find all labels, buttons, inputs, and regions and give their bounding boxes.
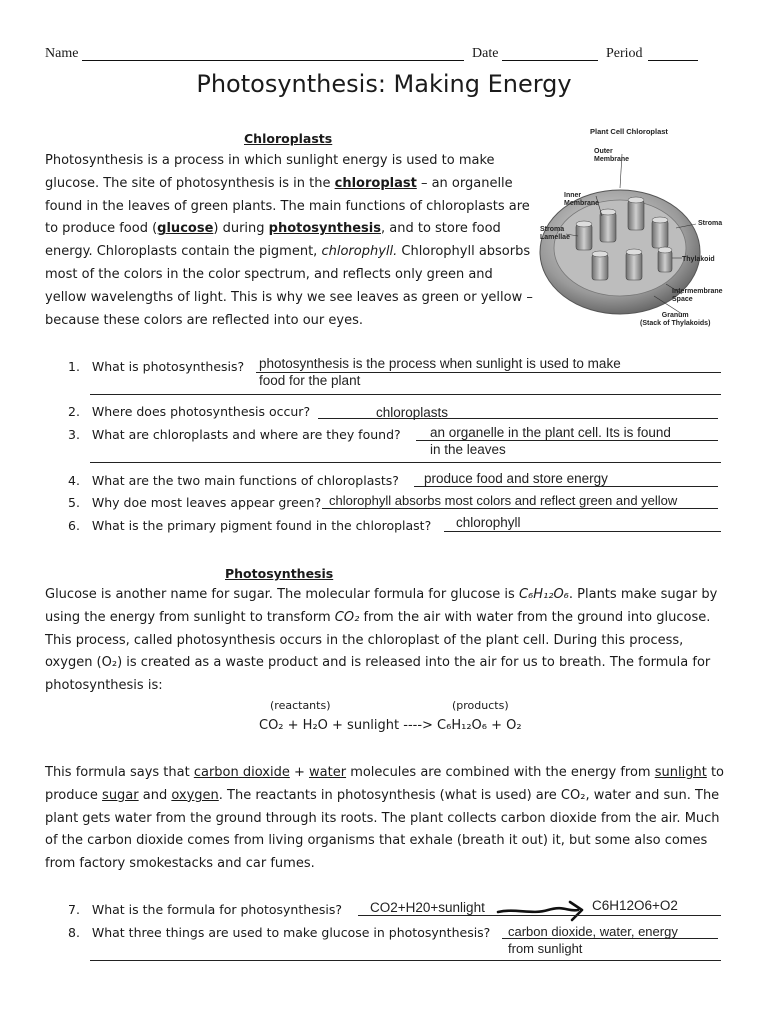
question-8: 8. What three things are used to make glucose in photosynthesis? bbox=[68, 925, 491, 940]
paragraph-line: most of the colors in the color spectrum, and reflects only green and bbox=[45, 266, 493, 282]
answer-6-underline bbox=[444, 531, 721, 532]
label-stroma: Stroma bbox=[698, 220, 723, 227]
photosynthesis-formula: CO₂ + H₂O + sunlight ----> C₆H₁₂O₆ + O₂ bbox=[259, 718, 522, 733]
question-6: 6. What is the primary pigment found in the chloroplast? bbox=[68, 518, 432, 533]
period-field[interactable] bbox=[648, 60, 698, 61]
label-inner-membrane: Inner Membrane bbox=[564, 192, 600, 207]
label-thylakoid: Thylakoid bbox=[682, 256, 715, 263]
paragraph-line: to produce food (glucose) during photosynthesis, and to store food bbox=[45, 221, 501, 237]
paragraph-line: yellow wavelengths of light. This is why we see leaves as green or yellow – bbox=[45, 289, 533, 305]
name-field[interactable] bbox=[82, 60, 464, 61]
answer-3-line-2[interactable]: in the leaves bbox=[430, 442, 506, 457]
hand-drawn-arrow-icon bbox=[496, 898, 588, 924]
answer-3-underline-2 bbox=[90, 462, 721, 463]
question-5: 5. Why doe most leaves appear green? bbox=[68, 495, 322, 510]
answer-8-underline bbox=[502, 938, 718, 939]
answer-3-line-1[interactable]: an organelle in the plant cell. Its is found bbox=[430, 425, 671, 440]
paragraph-line: photosynthesis is: bbox=[45, 678, 163, 694]
section-heading-photosynthesis: Photosynthesis bbox=[225, 566, 334, 581]
answer-1-line-1[interactable]: photosynthesis is the process when sunlight is used to make bbox=[259, 356, 621, 371]
date-field[interactable] bbox=[502, 60, 598, 61]
answer-1-line-2[interactable]: food for the plant bbox=[259, 373, 361, 388]
answer-8-line-1[interactable]: carbon dioxide, water, energy bbox=[508, 924, 678, 939]
answer-4[interactable]: produce food and store energy bbox=[424, 471, 608, 486]
question-2: 2. Where does photosynthesis occur? bbox=[68, 404, 311, 419]
answer-1-underline-2 bbox=[90, 394, 721, 395]
date-label: Date bbox=[472, 46, 499, 61]
diagram-title: Plant Cell Chloroplast bbox=[590, 127, 668, 136]
paragraph-line: Photosynthesis is a process in which sunlight energy is used to make bbox=[45, 153, 495, 168]
answer-7-reactants[interactable]: CO2+H20+sunlight bbox=[370, 900, 485, 915]
label-intermembrane-space: Intermembrane Space bbox=[672, 288, 723, 303]
photosynthesis-paragraph bbox=[45, 584, 745, 698]
page-title: Photosynthesis: Making Energy bbox=[196, 70, 572, 98]
chloroplast-diagram bbox=[536, 124, 726, 334]
label-granum: Granum (Stack of Thylakoids) bbox=[640, 312, 711, 327]
paragraph-line: of the carbon dioxide comes from living organisms that exhale (breath it out) it, but some also comes bbox=[45, 833, 708, 849]
label-outer-membrane: Outer Membrane bbox=[594, 148, 630, 163]
answer-8-underline-2 bbox=[90, 960, 721, 961]
paragraph-line: because these colors are reflected into our eyes. bbox=[45, 312, 363, 328]
question-4: 4. What are the two main functions of chloroplasts? bbox=[68, 473, 399, 488]
paragraph-line: This formula says that carbon dioxide + water molecules are combined with the energy from sunlight to bbox=[45, 765, 724, 780]
paragraph-line: using the energy from sunlight to transform CO₂ from the air with water from the ground into glucose. bbox=[45, 609, 711, 625]
answer-7-underline bbox=[358, 915, 721, 916]
paragraph-line: This process, called photosynthesis occurs in the chloroplast of the plant cell. During this process, bbox=[45, 632, 684, 648]
reactants-label: (reactants) bbox=[270, 699, 331, 712]
paragraph-line: produce sugar and oxygen. The reactants in photosynthesis (what is used) are CO₂, water and sun. The bbox=[45, 787, 720, 803]
answer-7-products[interactable]: C6H12O6+O2 bbox=[592, 898, 678, 913]
question-3: 3. What are chloroplasts and where are they found? bbox=[68, 427, 401, 442]
paragraph-line: plant gets water from the ground through its roots. The plant collects carbon dioxide from the air. Much bbox=[45, 810, 720, 826]
question-7: 7. What is the formula for photosynthesis? bbox=[68, 902, 342, 917]
chloroplasts-paragraph bbox=[45, 150, 535, 332]
answer-3-underline bbox=[416, 440, 718, 441]
products-label: (products) bbox=[452, 699, 509, 712]
answer-5-underline bbox=[322, 508, 718, 509]
name-label: Name bbox=[45, 46, 79, 61]
paragraph-line: oxygen (O₂) is created as a waste product and is released into the air for us to breath. The formula for bbox=[45, 655, 711, 671]
label-stroma-lamellae: Stroma Lamellae bbox=[540, 226, 570, 241]
section-heading-chloroplasts: Chloroplasts bbox=[244, 131, 333, 146]
answer-2[interactable]: chloroplasts bbox=[376, 405, 449, 420]
answer-5[interactable]: chlorophyll absorbs most colors and reflect green and yellow bbox=[329, 493, 678, 508]
answer-2-underline bbox=[318, 418, 718, 419]
answer-4-underline bbox=[414, 486, 718, 487]
paragraph-line: glucose. The site of photosynthesis is in the chloroplast – an organelle bbox=[45, 175, 513, 191]
paragraph-line: found in the leaves of green plants. The main functions of chloroplasts are bbox=[45, 198, 530, 214]
paragraph-line: from factory smokestacks and car fumes. bbox=[45, 856, 315, 872]
period-label: Period bbox=[606, 46, 643, 61]
formula-explanation-paragraph bbox=[45, 762, 745, 876]
paragraph-line: Glucose is another name for sugar. The molecular formula for glucose is C₆H₁₂O₆. Plants make sugar by bbox=[45, 587, 718, 602]
answer-8-line-2[interactable]: from sunlight bbox=[508, 941, 583, 956]
answer-6[interactable]: chlorophyll bbox=[456, 515, 521, 530]
paragraph-line: energy. Chloroplasts contain the pigment, chlorophyll. Chlorophyll absorbs bbox=[45, 244, 531, 260]
question-1: 1. What is photosynthesis? bbox=[68, 359, 245, 374]
